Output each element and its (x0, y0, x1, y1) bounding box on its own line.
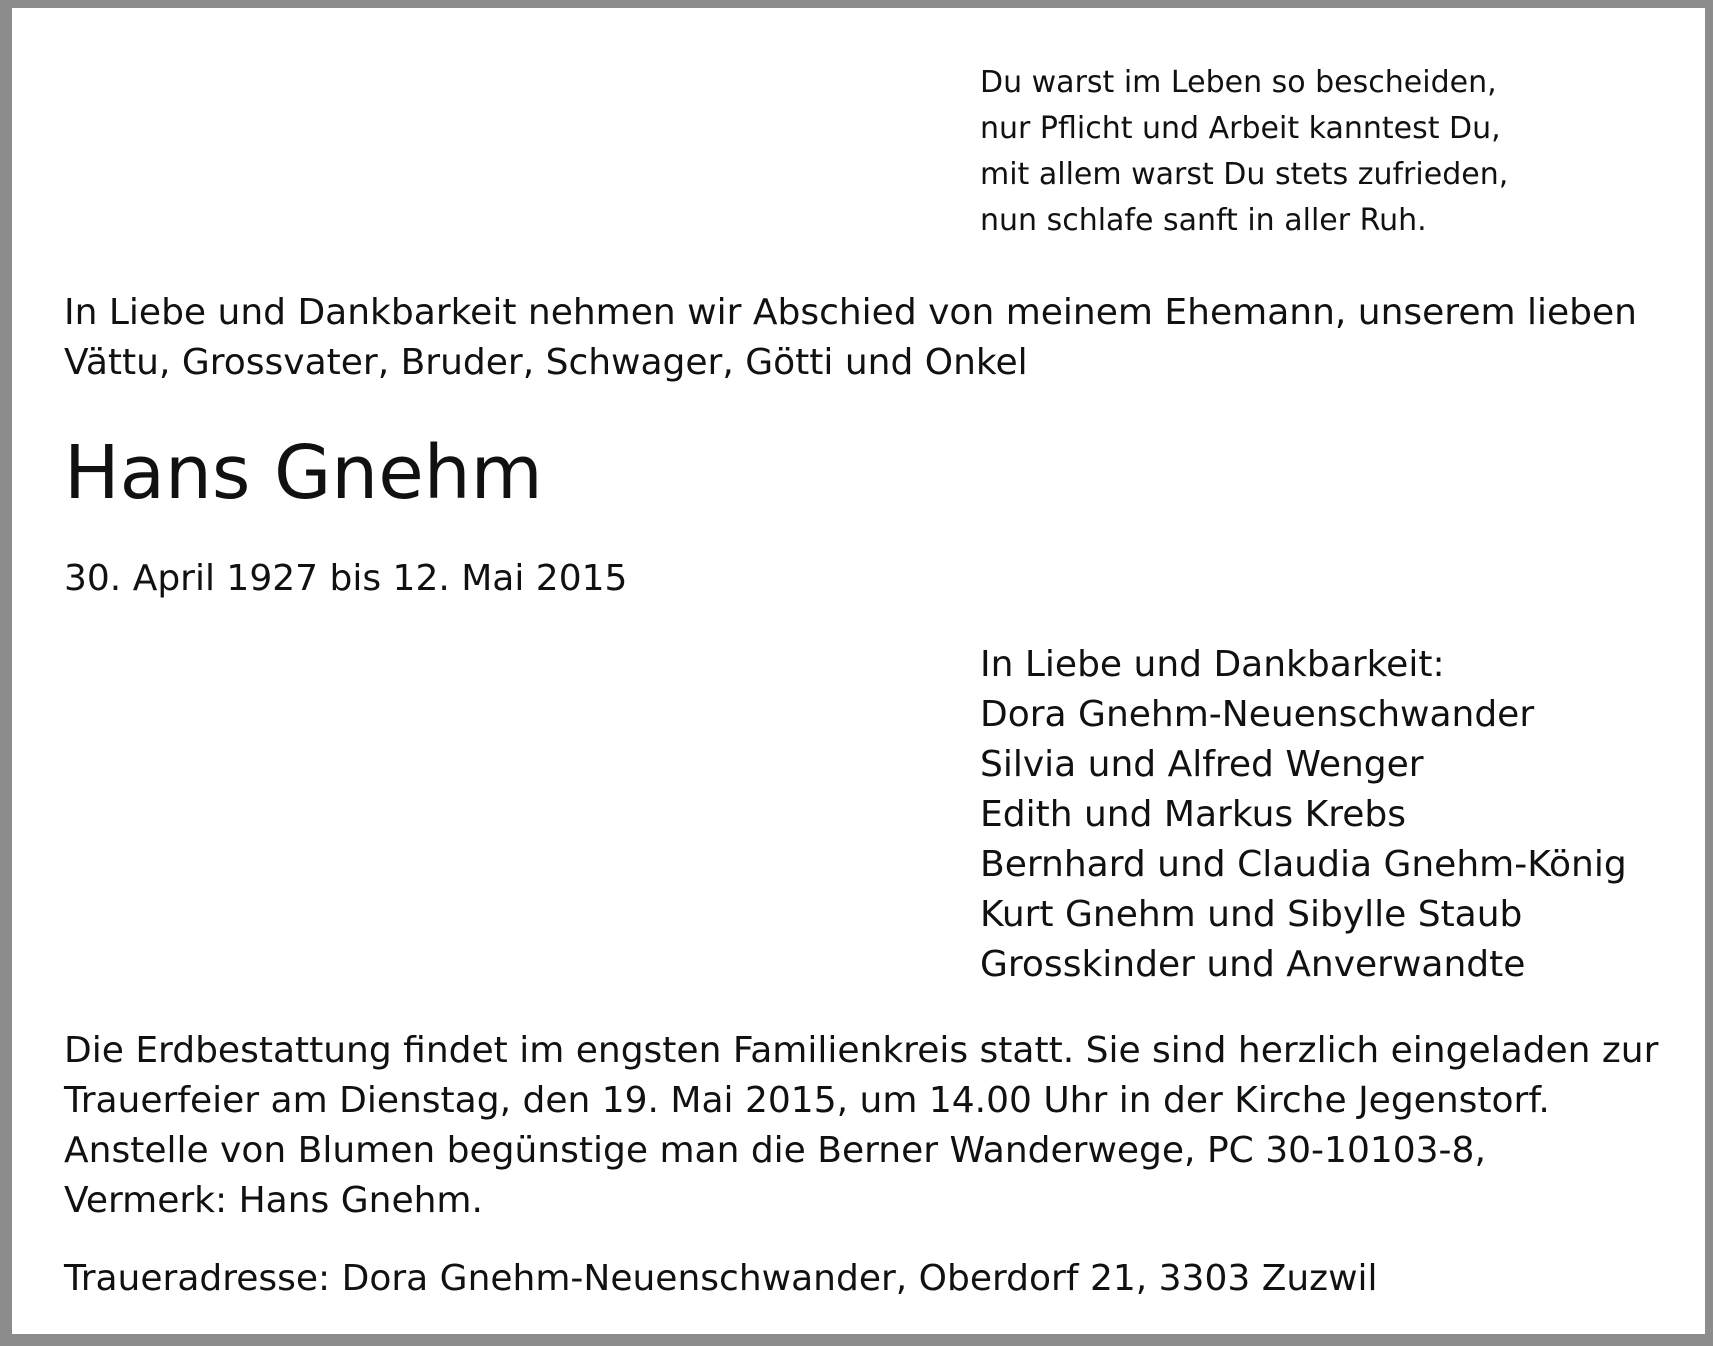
signers-heading: In Liebe und Dankbarkeit: (980, 644, 1445, 685)
details-line: Trauerfeier am Dienstag, den 19. Mai 2015, um 14.00 Uhr in der Kirche Jegenstorf. (64, 1080, 1550, 1121)
funeral-details (64, 1026, 1658, 1226)
intro-text (64, 288, 1664, 388)
signer-name: Grosskinder und Anverwandte (980, 944, 1526, 985)
life-dates: 30. April 1927 bis 12. Mai 2015 (64, 558, 628, 599)
poem-line: Du warst im Leben so bescheiden, (980, 65, 1497, 100)
signer-name: Kurt Gnehm und Sibylle Staub (980, 894, 1523, 935)
signers-list (980, 640, 1627, 990)
signer-name: Bernhard und Claudia Gnehm-König (980, 844, 1627, 885)
mourning-address: Traueradresse: Dora Gnehm-Neuenschwander, Oberdorf 21, 3303 Zuzwil (64, 1258, 1378, 1299)
intro-line: Vättu, Grossvater, Bruder, Schwager, Götti und Onkel (64, 342, 1028, 383)
signer-name: Edith und Markus Krebs (980, 794, 1406, 835)
poem-line: nun schlafe sanft in aller Ruh. (980, 203, 1427, 238)
signer-name: Silvia und Alfred Wenger (980, 744, 1424, 785)
poem-verse (980, 60, 1508, 244)
details-line: Anstelle von Blumen begünstige man die Berner Wanderwege, PC 30-10103-8, (64, 1130, 1486, 1171)
deceased-name: Hans Gnehm (64, 430, 543, 516)
details-line: Die Erdbestattung findet im engsten Familienkreis statt. Sie sind herzlich eingeladen zur (64, 1030, 1659, 1071)
details-line: Vermerk: Hans Gnehm. (64, 1180, 483, 1221)
intro-line: In Liebe und Dankbarkeit nehmen wir Abschied von meinem Ehemann, unserem lieben (64, 292, 1637, 333)
poem-line: mit allem warst Du stets zufrieden, (980, 157, 1509, 192)
poem-line: nur Pflicht und Arbeit kanntest Du, (980, 111, 1501, 146)
signer-name: Dora Gnehm-Neuenschwander (980, 694, 1535, 735)
